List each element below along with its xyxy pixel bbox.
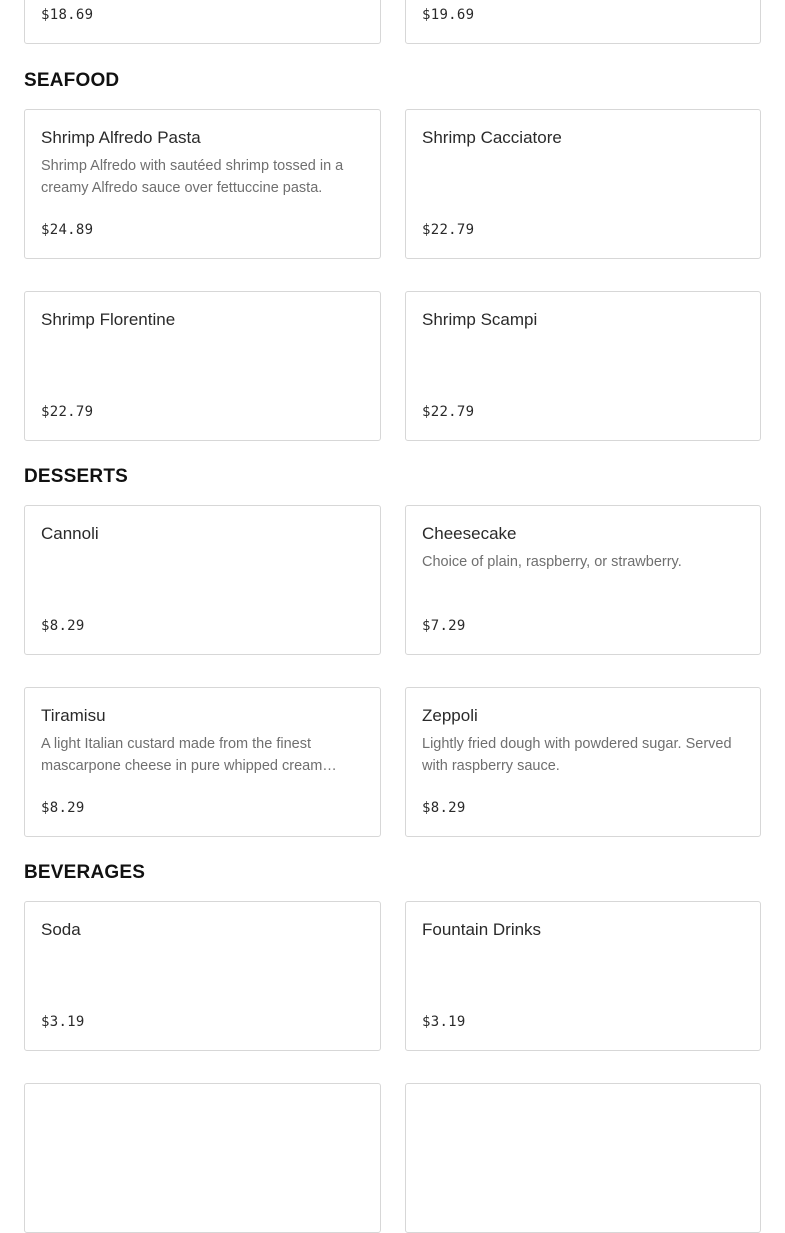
item-description: A light Italian custard made from the finest mascarpone cheese in pure whipped cream…: [41, 736, 337, 774]
menu-item-card[interactable]: [405, 901, 761, 1051]
item-price: $24.89: [41, 222, 94, 238]
item-price: $8.29: [422, 800, 466, 816]
item-description: Lightly fried dough with powdered sugar. Served with raspberry sauce.: [422, 736, 732, 774]
item-price: $18.69: [41, 7, 94, 23]
item-name: Tiramisu: [41, 706, 106, 725]
menu-item-card[interactable]: [24, 901, 381, 1051]
item-price: $22.79: [41, 404, 94, 420]
item-price: $19.69: [422, 7, 475, 23]
menu-item-card[interactable]: [24, 291, 381, 441]
menu-item-card[interactable]: [405, 291, 761, 441]
item-price: $7.29: [422, 618, 466, 634]
section-title-beverages: BEVERAGES: [24, 862, 146, 883]
item-name: Shrimp Cacciatore: [422, 128, 562, 147]
item-name: Zeppoli: [422, 706, 478, 725]
menu-item-card[interactable]: [24, 0, 381, 44]
item-price: $22.79: [422, 404, 475, 420]
menu-item-card[interactable]: [24, 505, 381, 655]
item-price: $8.29: [41, 800, 85, 816]
item-price: $22.79: [422, 222, 475, 238]
menu-item-card[interactable]: [24, 687, 381, 837]
menu-item-card[interactable]: [24, 109, 381, 259]
item-name: Shrimp Alfredo Pasta: [41, 128, 201, 147]
item-name: Soda: [41, 920, 81, 939]
item-name: Shrimp Scampi: [422, 310, 538, 329]
item-name: Fountain Drinks: [422, 920, 542, 939]
menu-item-card[interactable]: [24, 1083, 381, 1233]
menu-item-card[interactable]: [405, 687, 761, 837]
item-description: Shrimp Alfredo with sautéed shrimp tossed in a creamy Alfredo sauce over fettuccine pasta.: [41, 158, 344, 196]
item-price: $8.29: [41, 618, 85, 634]
item-name: Cheesecake: [422, 524, 517, 543]
section-title-desserts: DESSERTS: [24, 466, 129, 487]
item-name: Cannoli: [41, 524, 99, 543]
menu-item-card[interactable]: [405, 109, 761, 259]
menu-item-card[interactable]: [405, 505, 761, 655]
section-title-seafood: SEAFOOD: [24, 70, 120, 91]
menu-item-card[interactable]: [405, 0, 761, 44]
menu-item-card[interactable]: [405, 1083, 761, 1233]
item-description: Choice of plain, raspberry, or strawberry.: [422, 554, 682, 570]
item-name: Shrimp Florentine: [41, 310, 176, 329]
item-price: $3.19: [41, 1014, 85, 1030]
item-price: $3.19: [422, 1014, 466, 1030]
